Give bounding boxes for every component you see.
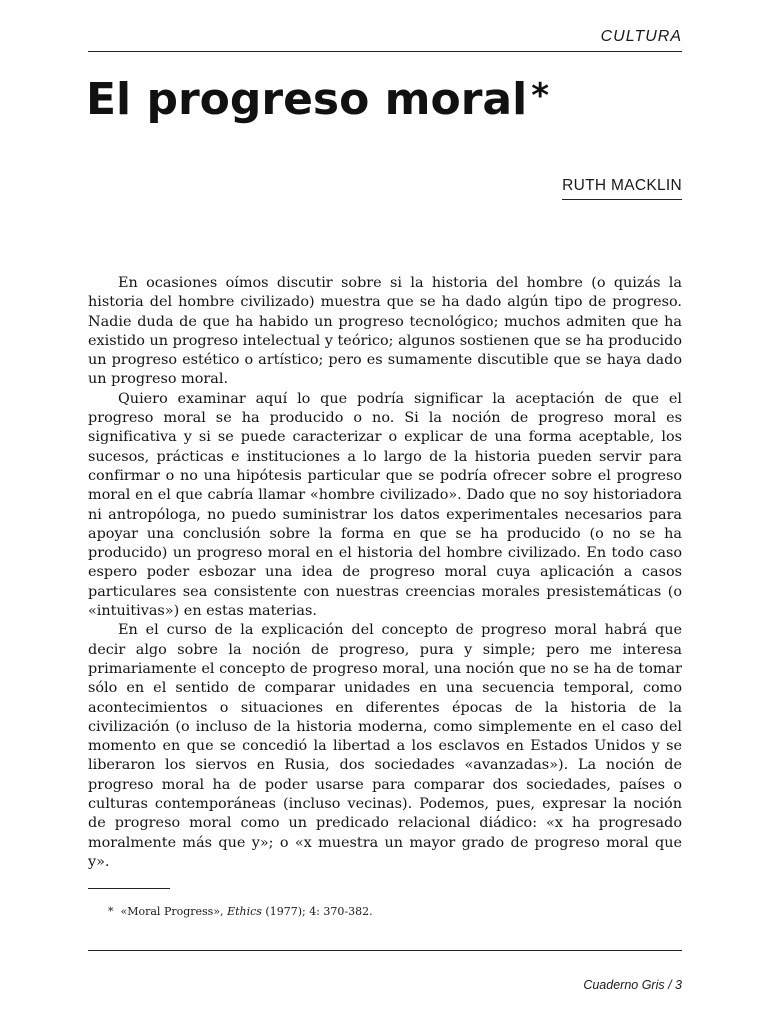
article-body (88, 274, 682, 872)
footnote-mark: * (108, 905, 114, 918)
paragraph-2: Quiero examinar aquí lo que podría significar la aceptación de que el progreso moral se ha producido o no. Si la noción de progreso moral es significativa y si se puede caracterizar o explicar de una forma aceptable, los sucesos, prácticas e instituciones a lo largo de la historia pueden servir para confirmar o no una hipótesis particular que se podría ofrecer sobre el progreso moral en el que cabría llamar «hombre civilizado». Dado que no soy historiadora ni antropóloga, no puedo suministrar los datos experimentales necesarios para apoyar una conclusión sobre la forma en que se ha producido (o no se ha producido) un progreso moral en el historia del hombre civilizado. En todo caso espero poder esbozar una idea de progreso moral cuya aplicación a casos particulares sea consistente con nuestras creencias morales presistemáticas (o «intuitivas») en estas materias. (88, 390, 682, 620)
footnote-source-title: «Moral Progress», (120, 905, 224, 918)
footnote (108, 905, 373, 918)
footnote-details: (1977); 4: 370-382. (265, 905, 373, 918)
article-title-text: El progreso moral (86, 74, 528, 125)
title-footnote-mark: * (531, 76, 549, 116)
article-title (86, 70, 549, 130)
footer-rule (88, 950, 682, 951)
header-rule (88, 51, 682, 52)
footnote-journal: Ethics (227, 905, 262, 918)
author-name: RUTH MACKLIN (562, 177, 682, 200)
section-label: CULTURA (600, 28, 682, 45)
paragraph-3: En el curso de la explicación del concepto de progreso moral habrá que decir algo sobre la noción de progreso, pura y simple; pero me interesa primariamente el concepto de progreso moral, una noción que no se ha de tomar sólo en el sentido de comparar unidades en una secuencia temporal, como acontecimientos o situaciones en diferentes épocas de la historia de la civilización (o incluso de la historia moderna, como simplemente en el caso del momento en que se concedió la libertad a los esclavos en Estados Unidos y se liberaron los siervos en Rusia, dos sociedades «avanzadas»). La noción de progreso moral ha de poder usarse para comparar dos sociedades, países o culturas contemporáneas (incluso vecinas). Podemos, pues, expresar la noción de progreso moral como un predicado relacional diádico: «x ha progresado moralmente más que y»; o «x muestra un mayor grado de progreso moral que y». (88, 622, 682, 870)
footnote-rule (88, 888, 170, 889)
paragraph-1: En ocasiones oímos discutir sobre si la historia del hombre (o quizás la historia del hombre civilizado) muestra que se ha dado algún tipo de progreso. Nadie duda de que ha habido un progreso tecnológico; muchos admiten que ha existido un progreso intelectual y teórico; algunos sostienen que se ha producido un progreso estético o artístico; pero es sumamente discutible que se haya dado un progreso moral. (88, 275, 682, 388)
journal-page-footer: Cuaderno Gris / 3 (583, 978, 682, 992)
